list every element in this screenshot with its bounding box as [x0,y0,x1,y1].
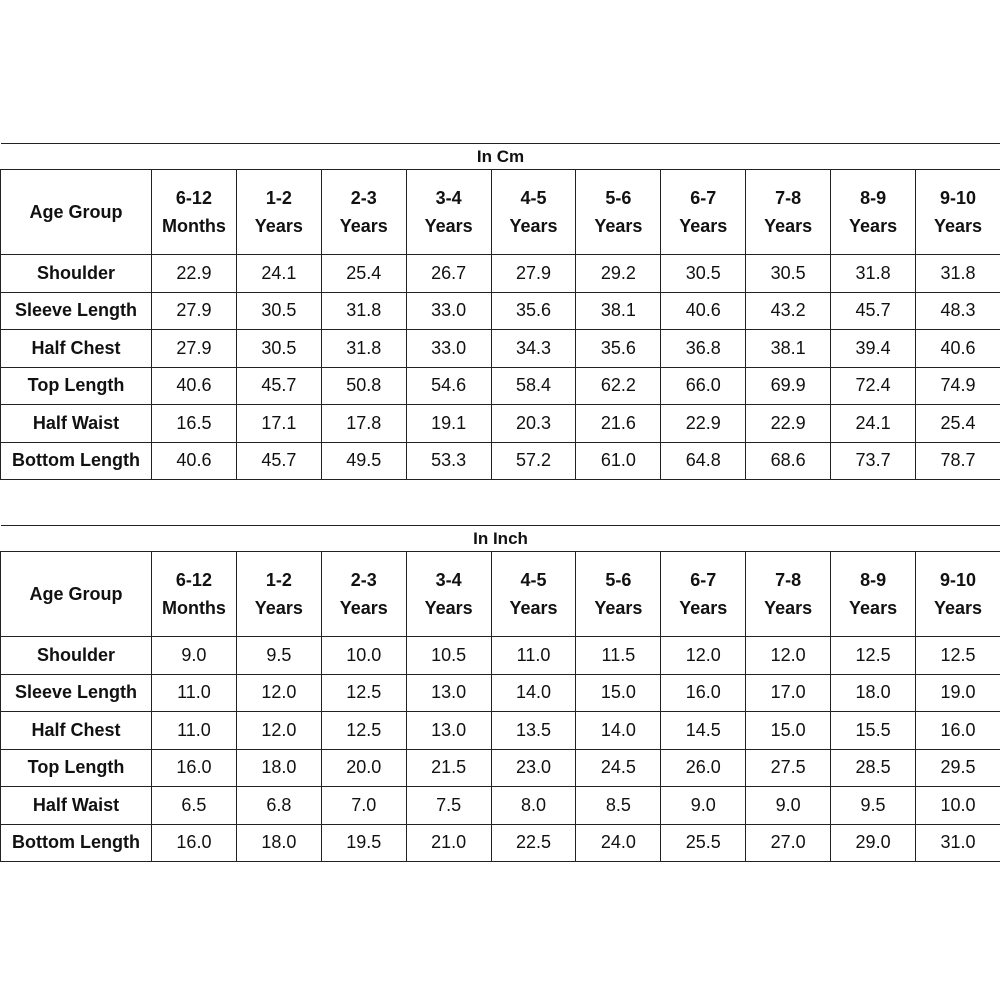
table-cell: 66.0 [661,367,746,405]
table-cell: 50.8 [321,367,406,405]
table-cell: 8.5 [576,787,661,825]
table-cell: 12.5 [916,637,1000,675]
table-cell: 45.7 [831,292,916,330]
table-cell: 18.0 [236,824,321,862]
age-range: 1-2 [265,188,292,208]
age-range: 7-8 [775,188,802,208]
age-unit: Months [161,598,226,618]
table-cell: 11.0 [152,712,237,750]
table-cell: 16.0 [661,674,746,712]
table-cell: 34.3 [491,330,576,368]
measurement-label: Half Chest [1,712,152,750]
age-range: 4-5 [520,570,547,590]
age-unit: Years [509,216,558,236]
table-cell: 8.0 [491,787,576,825]
table-cell: 13.5 [491,712,576,750]
column-header [406,170,491,255]
age-unit: Months [161,216,226,236]
table-cell: 25.4 [916,405,1000,443]
measurement-label: Bottom Length [1,824,152,862]
column-header [916,170,1000,255]
column-header [236,552,321,637]
table-cell: 53.3 [406,442,491,480]
table-cell: 22.9 [746,405,831,443]
table-cell: 22.5 [491,824,576,862]
table-cell: 16.0 [152,749,237,787]
table-row [1,674,1000,712]
table-cell: 14.5 [661,712,746,750]
column-header [661,552,746,637]
table-cell: 54.6 [406,367,491,405]
table-row [1,442,1000,480]
table-cell: 48.3 [916,292,1000,330]
column-header [491,552,576,637]
table-cell: 73.7 [831,442,916,480]
table-cell: 11.0 [152,674,237,712]
table-cell: 6.5 [152,787,237,825]
table-cell: 64.8 [661,442,746,480]
table-row [1,367,1000,405]
table-row [1,712,1000,750]
table-cell: 10.0 [321,637,406,675]
table-cell: 45.7 [236,442,321,480]
size-table-cm [0,143,1000,480]
measurement-label: Half Chest [1,330,152,368]
table-cell: 15.0 [746,712,831,750]
table-row [1,749,1000,787]
table-cell: 21.5 [406,749,491,787]
table-cell: 17.1 [236,405,321,443]
age-unit: Years [254,216,303,236]
table-row [1,405,1000,443]
measurement-label: Half Waist [1,405,152,443]
table-cell: 20.0 [321,749,406,787]
table-cell: 12.0 [236,674,321,712]
table-cell: 78.7 [916,442,1000,480]
table-cell: 6.8 [236,787,321,825]
table-cell: 40.6 [916,330,1000,368]
table-cell: 22.9 [661,405,746,443]
age-range: 5-6 [605,188,632,208]
table-cell: 27.9 [152,330,237,368]
measurement-label: Top Length [1,749,152,787]
table-cell: 27.0 [746,824,831,862]
age-unit: Years [254,598,303,618]
table-cell: 15.0 [576,674,661,712]
age-range: 6-7 [690,570,717,590]
column-header [746,552,831,637]
table-row [1,292,1000,330]
age-group-header: Age Group [1,170,152,255]
age-unit: Years [339,598,388,618]
table-cell: 9.5 [236,637,321,675]
table-cell: 24.0 [576,824,661,862]
table-cell: 36.8 [661,330,746,368]
table-cell: 19.1 [406,405,491,443]
table-cell: 10.5 [406,637,491,675]
table-cell: 28.5 [831,749,916,787]
column-header [576,170,661,255]
table-cell: 10.0 [916,787,1000,825]
age-unit: Years [509,598,558,618]
table-cell: 25.4 [321,255,406,293]
table-cell: 43.2 [746,292,831,330]
table-title: In Inch [1,526,1000,552]
table-cell: 22.9 [152,255,237,293]
table-cell: 9.0 [746,787,831,825]
table-cell: 9.0 [661,787,746,825]
table-cell: 24.5 [576,749,661,787]
age-unit: Years [764,598,813,618]
age-range: 4-5 [520,188,547,208]
measurement-label: Shoulder [1,637,152,675]
column-header [831,552,916,637]
table-cell: 11.0 [491,637,576,675]
column-header [321,552,406,637]
age-range: 6-12 [175,570,212,590]
age-unit: Years [424,216,473,236]
measurement-label: Top Length [1,367,152,405]
table-cell: 17.8 [321,405,406,443]
table-cell: 26.0 [661,749,746,787]
table-row [1,255,1000,293]
measurement-label: Sleeve Length [1,674,152,712]
table-cell: 18.0 [831,674,916,712]
age-unit: Years [764,216,813,236]
table-cell: 16.5 [152,405,237,443]
column-header [152,170,237,255]
table-row [1,330,1000,368]
table-cell: 27.9 [152,292,237,330]
table-cell: 27.5 [746,749,831,787]
table-cell: 17.0 [746,674,831,712]
table-cell: 9.0 [152,637,237,675]
header-row [1,170,1000,255]
table-cell: 74.9 [916,367,1000,405]
table-cell: 19.5 [321,824,406,862]
table-cell: 13.0 [406,712,491,750]
age-range: 1-2 [265,570,292,590]
table-cell: 69.9 [746,367,831,405]
table-cell: 24.1 [831,405,916,443]
age-unit: Years [934,216,983,236]
table-cell: 40.6 [152,442,237,480]
age-unit: Years [849,216,898,236]
table-cell: 31.8 [831,255,916,293]
table-cell: 30.5 [236,330,321,368]
measurement-label: Sleeve Length [1,292,152,330]
table-cell: 11.5 [576,637,661,675]
age-unit: Years [679,598,728,618]
table-cell: 18.0 [236,749,321,787]
table-cell: 21.6 [576,405,661,443]
age-range: 6-7 [690,188,717,208]
age-range: 2-3 [350,570,377,590]
table-row [1,637,1000,675]
size-table-inch [0,525,1000,862]
table-cell: 72.4 [831,367,916,405]
table-cell: 38.1 [746,330,831,368]
column-header [152,552,237,637]
age-range: 5-6 [605,570,632,590]
table-cell: 12.5 [321,674,406,712]
table-cell: 68.6 [746,442,831,480]
age-range: 2-3 [350,188,377,208]
table-cell: 24.1 [236,255,321,293]
table-cell: 49.5 [321,442,406,480]
table-cell: 29.5 [916,749,1000,787]
column-header [321,170,406,255]
age-unit: Years [424,598,473,618]
age-unit: Years [933,598,983,618]
table-cell: 16.0 [152,824,237,862]
column-header [236,170,321,255]
table-cell: 33.0 [406,330,491,368]
table-cell: 27.9 [491,255,576,293]
table-cell: 40.6 [152,367,237,405]
column-header [406,552,491,637]
table-cell: 30.5 [746,255,831,293]
table-cell: 31.8 [321,292,406,330]
table-cell: 19.0 [916,674,1000,712]
age-range: 8-9 [860,570,887,590]
table-cell: 12.0 [661,637,746,675]
age-unit: Years [594,598,643,618]
age-range: 8-9 [860,188,887,208]
table-cell: 13.0 [406,674,491,712]
table-cell: 14.0 [576,712,661,750]
table-cell: 16.0 [916,712,1000,750]
age-range: 9-10 [940,570,977,590]
table-cell: 39.4 [831,330,916,368]
table-cell: 14.0 [491,674,576,712]
table-cell: 45.7 [236,367,321,405]
measurement-label: Shoulder [1,255,152,293]
table-cell: 40.6 [661,292,746,330]
table-cell: 33.0 [406,292,491,330]
measurement-label: Bottom Length [1,442,152,480]
table-cell: 31.8 [916,255,1000,293]
age-range: 7-8 [775,570,802,590]
table-row [1,824,1000,862]
age-unit: Years [339,216,388,236]
table-row [1,787,1000,825]
table-cell: 61.0 [576,442,661,480]
table-cell: 12.0 [746,637,831,675]
table-cell: 23.0 [491,749,576,787]
table-cell: 35.6 [576,330,661,368]
table-cell: 12.5 [831,637,916,675]
table-cell: 9.5 [831,787,916,825]
age-range: 6-12 [175,188,212,208]
table-cell: 35.6 [491,292,576,330]
table-cell: 7.5 [406,787,491,825]
column-header [831,170,916,255]
table-cell: 12.0 [236,712,321,750]
age-unit: Years [679,216,728,236]
table-cell: 31.8 [321,330,406,368]
column-header [661,170,746,255]
age-group-header: Age Group [1,552,152,637]
column-header [576,552,661,637]
table-cell: 12.5 [321,712,406,750]
column-header [916,552,1000,637]
table-cell: 62.2 [576,367,661,405]
age-unit: Years [849,598,898,618]
column-header [746,170,831,255]
table-cell: 25.5 [661,824,746,862]
measurement-label: Half Waist [1,787,152,825]
table-cell: 31.0 [916,824,1000,862]
column-header [491,170,576,255]
table-cell: 30.5 [236,292,321,330]
table-cell: 15.5 [831,712,916,750]
table-cell: 26.7 [406,255,491,293]
header-row [1,552,1000,637]
table-cell: 29.0 [831,824,916,862]
table-cell: 30.5 [661,255,746,293]
table-title: In Cm [1,144,1000,170]
table-cell: 21.0 [406,824,491,862]
table-cell: 38.1 [576,292,661,330]
table-cell: 7.0 [321,787,406,825]
age-range: 3-4 [435,570,462,590]
table-cell: 57.2 [491,442,576,480]
table-cell: 20.3 [491,405,576,443]
age-range: 9-10 [940,188,977,208]
table-cell: 58.4 [491,367,576,405]
table-cell: 29.2 [576,255,661,293]
age-range: 3-4 [435,188,462,208]
age-unit: Years [594,216,643,236]
